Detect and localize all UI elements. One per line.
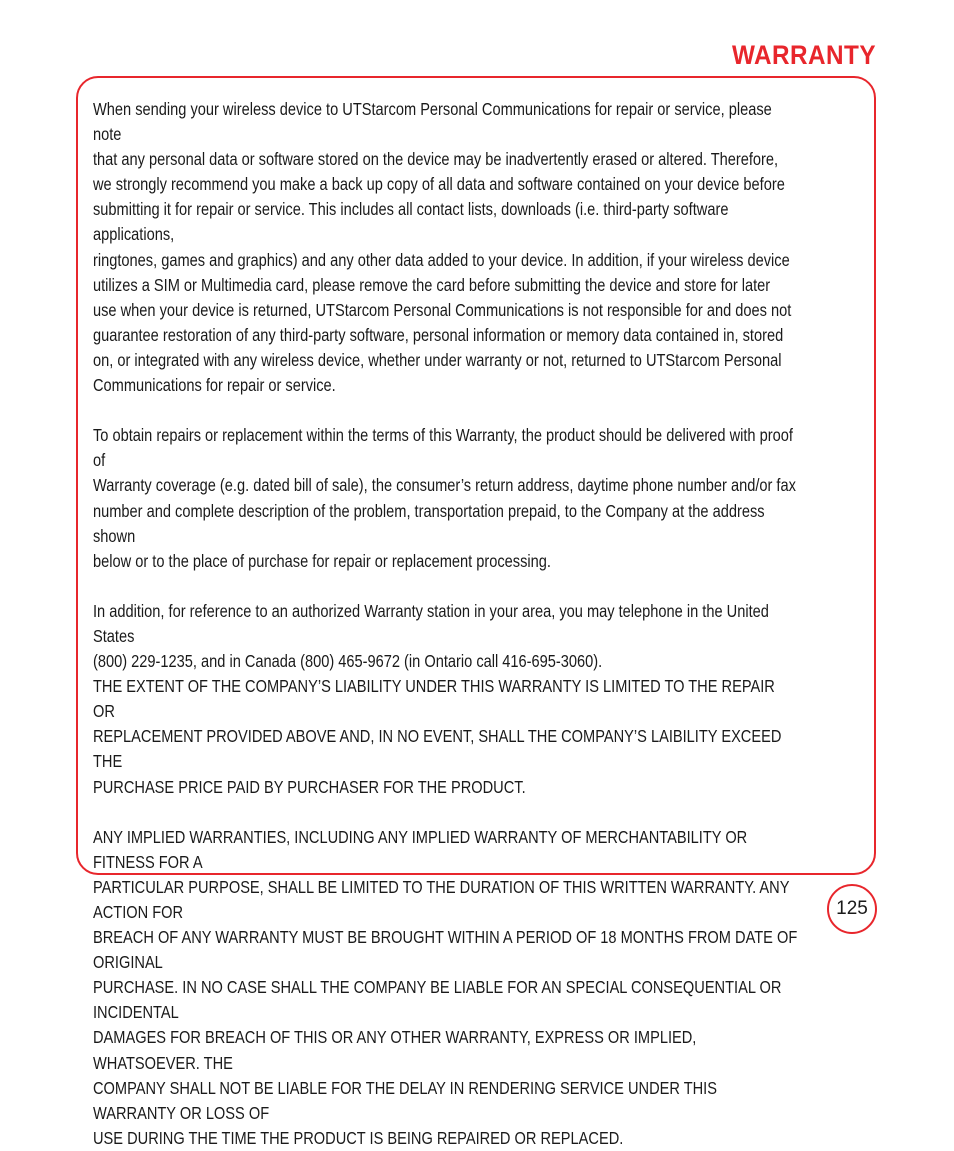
page-number: 125 <box>836 898 868 919</box>
paragraph-repair-procedure: To obtain repairs or replacement within the terms of this Warranty, the product should be delivered with proof of Warranty coverage (e.g. dated bill of sale), the consumer’s return address, daytime phone number and/or fax number and complete description of the problem, transportation prepaid, to the Company at the address shown below or to the place of purchase for repair or replacement processing. <box>93 425 796 571</box>
section-title: WARRANTY <box>732 40 876 70</box>
paragraph-implied-warranties: ANY IMPLIED WARRANTIES, INCLUDING ANY IMPLIED WARRANTY OF MERCHANTABILITY OR FITNESS FOR A PARTICULAR PURPOSE, SHALL BE LIMITED TO THE DURATION OF THIS WRITTEN WARRANTY. ANY ACTION FOR BREACH OF ANY WARRANTY MUST BE BROUGHT WITHIN A PERIOD OF 18 MONTHS FROM DATE OF ORIGINAL PURCHASE. IN NO CASE SHALL THE COMPANY BE LIABLE FOR AN SPECIAL CONSEQUENTIAL OR INCIDENTAL DAMAGES FOR BREACH OF THIS OR ANY OTHER WARRANTY, EXPRESS OR IMPLIED, WHATSOEVER. THE COMPANY SHALL NOT BE LIABLE FOR THE DELAY IN RENDERING SERVICE UNDER THIS WARRANTY OR LOSS OF USE DURING THE TIME THE PRODUCT IS BEING REPAIRED OR REPLACED. <box>93 826 798 1148</box>
paragraph-contact-numbers: In addition, for reference to an authorized Warranty station in your area, you may telephone in the United States (800) 229-1235, and in Canada (800) 465-9672 (in Ontario call 416-695-3060). <box>93 600 769 672</box>
paragraph-data-backup: When sending your wireless device to UTStarcom Personal Communications for repair or service, please note that any personal data or software stored on the device may be inadvertently erased or altered. Therefore, we strongly recommend you make a back up copy of all data and software contained on your device before submitting it for repair or service. This includes all contact lists, downloads (i.e. third-party software applications, ringtones, games and graphics) and any other data added to your device. In addition, if your wireless device utilizes a SIM or Multimedia card, please remove the card before submitting the device and store for later use when your device is returned, UTStarcom Personal Communications is not responsible for and does not guarantee restoration of any third-party software, personal information or memory data contained in, stored on, or integrated with any wireless device, whether under warranty or not, returned to UTStarcom Personal Communications for repair or service. <box>93 99 792 396</box>
paragraph-liability-limit: THE EXTENT OF THE COMPANY’S LIABILITY UNDER THIS WARRANTY IS LIMITED TO THE REPAIR OR REPLACEMENT PROVIDED ABOVE AND, IN NO EVENT, SHALL THE COMPANY’S LAIBILITY EXCEED THE PURCHASE PRICE PAID BY PURCHASER FOR THE PRODUCT. <box>93 676 782 797</box>
page-number-badge <box>827 884 877 934</box>
warranty-body <box>93 97 799 1151</box>
